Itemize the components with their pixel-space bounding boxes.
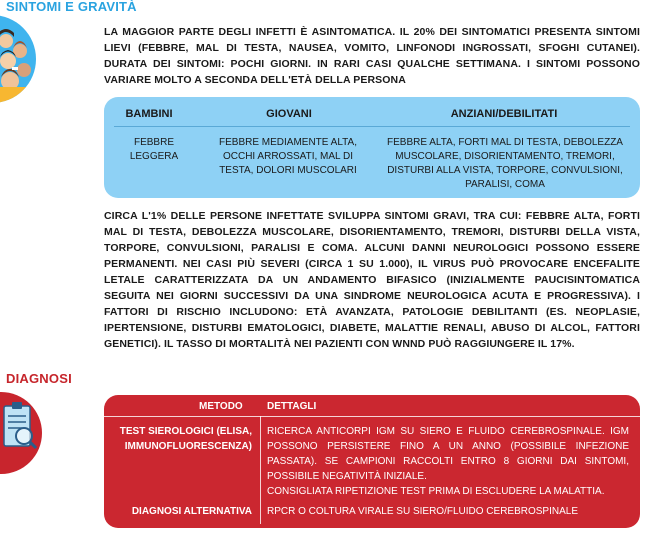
diagnosis-table (104, 395, 640, 528)
header-children: BAMBINI (125, 108, 173, 120)
cell-elderly: FEBBRE ALTA, FORTI MAL DI TESTA, DEBOLEZZA MUSCOLARE, DISORIENTAMENTO, TREMORI, DISTURBI ALLA VISTA, TORPORE, CONVULSIONI, PARALISI, COMA (387, 137, 623, 190)
symptoms-details: CIRCA L'1% DELLE PERSONE INFETTATE SVILUPPA SINTOMI GRAVI, TRA CUI: FEBBRE ALTA, FORTI MAL DI TESTA, DEBOLEZZA MUSCOLARE, DISORIENTAMENTO, TREMORI, DISTURBI DELLA VISTA, TORPORE, CONVULSIONI, PARALISI E COMA. ALCUNI DANNI NEUROLOGICI POSSONO ESSERE PERMANENTI. NEI CASI PIÙ SEVERI (CIRCA 1 SU 1.000), IL VIRUS PUÒ PROVOCARE ENCEFALITE LETALE CARATTERIZZATA DA UN ANDAMENTO BIFASICO (INIZIALMENTE PAUCISINTOMATICA SEGUITA NEI GIORNI SUCCESSIVI DA UNA SINDROME NEUROLOGICA ACUTA E PROGRESSIVA). I FATTORI DI RISCHIO INCLUDONO: ETÀ AVANZATA, PATOLOGIE DEBILITANTI (ES. NEOPLASIE, IPERTENSIONE, DISTURBI EMATOLOGICI, DIABETE, MALATTIE RENALI, ABUSO DI ALCOL, FATTORI GENETICI). IL TASSO DI MORTALITÀ NEI PAZIENTI CON WNND PUÒ RAGGIUNGERE IL 17%. (104, 210, 640, 350)
symptoms-table (104, 97, 640, 198)
clipboard-magnifier-icon (0, 392, 42, 474)
cell-children: FEBBRE LEGGERA (129, 137, 179, 162)
table-column-divider (260, 416, 261, 524)
header-elderly: ANZIANI/DEBILITATI (450, 108, 558, 120)
table-header-divider (104, 416, 640, 417)
details-serological (267, 424, 629, 499)
header-details: DETTAGLI (267, 401, 317, 412)
section-title-diagnosis: DIAGNOSI (6, 371, 72, 386)
table-divider (114, 126, 630, 127)
details-serological-text: RICERCA ANTICORPI IGM SU SIERO E FLUIDO CEREBROSPINALE. IGM POSSONO PERSISTERE FINO A UN ANNO (POSSIBILE INFEZIONE PASSATA). SE CAMPIONI RACCOLTI ENTRO 8 GIORNI DAI SINTOMI, POSSIBILE NEGATIVITÀ INIZIALE. (267, 426, 629, 482)
header-method: METODO (199, 401, 243, 412)
header-young: GIOVANI (266, 108, 312, 120)
crowd-people-icon (0, 15, 36, 103)
section-title-symptoms: SINTOMI E GRAVITÀ (6, 0, 137, 14)
details-alternative: RPCR O COLTURA VIRALE SU SIERO/FLUIDO CEREBROSPINALE (267, 506, 578, 517)
cell-young: FEBBRE MEDIAMENTE ALTA, OCCHI ARROSSATI, MAL DI TESTA, DOLORI MUSCOLARI (219, 137, 357, 176)
details-serological-note: CONSIGLIATA RIPETIZIONE TEST PRIMA DI ESCLUDERE LA MALATTIA. (267, 486, 605, 497)
symptoms-intro: LA MAGGIOR PARTE DEGLI INFETTI È ASINTOMATICA. IL 20% DEI SINTOMATICI PRESENTA SINTOMI LIEVI (FEBBRE, MAL DI TESTA, NAUSEA, VOMITO, LINFONODI INGROSSATI, SFOGHI CUTANEI). DURATA DEI SINTOMI: POCHI GIORNI. IN RARI CASI QUALCHE SETTIMANA. I SINTOMI POSSONO VARIARE MOLTO A SECONDA DELL'ETÀ DELLA PERSONA (104, 26, 640, 86)
method-alternative: DIAGNOSI ALTERNATIVA (131, 506, 252, 517)
method-serological: TEST SIEROLOGICI (ELISA, IMMUNOFLUORESCENZA) (119, 426, 252, 452)
